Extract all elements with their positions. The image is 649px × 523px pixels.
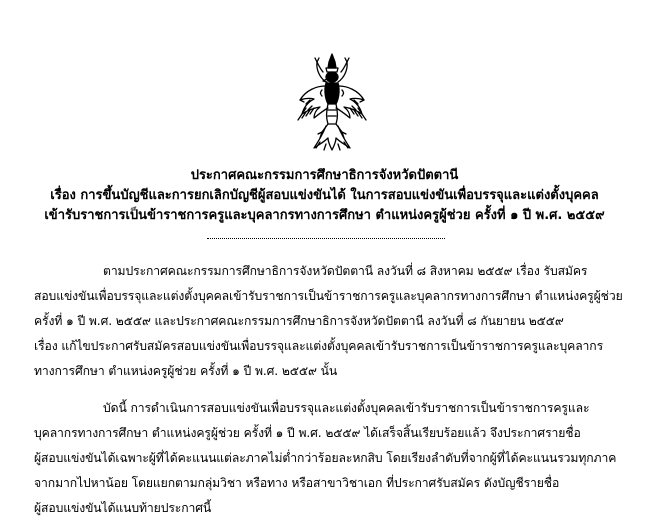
header-separator — [207, 238, 445, 239]
paragraph-1-line-5: ทางการศึกษา ตำแหน่งครูผู้ช่วย ครั้งที่ ๑ ปี พ.ศ. ๒๕๕๙ นั้น — [34, 364, 338, 378]
paragraph-2-line-4: จากมากไปหาน้อย โดยแยกตามกลุ่มวิชา หรือทาง หรือสาขาวิชาเอก ที่ประกาศรับสมัคร ดังบัญชีรายชื่อ — [34, 476, 560, 490]
paragraph-2-line-1: บัดนี้ การดำเนินการสอบแข่งขันเพื่อบรรจุและแต่งตั้งบุคคลเข้ารับราชการเป็นข้าราชการครูและ — [103, 401, 590, 415]
paragraph-1-line-4: เรื่อง แก้ไขประกาศรับสมัครสอบแข่งขันเพื่อบรรจุและแต่งตั้งบุคคลเข้ารับราชการเป็นข้าราชการครูและบุคลากร — [34, 339, 604, 353]
announcement-title: ประกาศคณะกรรมการศึกษาธิการจังหวัดปัตตานี — [190, 168, 459, 183]
paragraph-1-line-3: ครั้งที่ ๑ ปี พ.ศ. ๒๕๕๙ และประกาศคณะกรรมการศึกษาธิการจังหวัดปัตตานี ลงวันที่ ๘ กันยายน ๒๕๕๙ — [34, 314, 564, 328]
paragraph-1-line-1: ตามประกาศคณะกรรมการศึกษาธิการจังหวัดปัตตานี ลงวันที่ ๘ สิงหาคม ๒๕๕๙ เรื่อง รับสมัคร — [103, 264, 588, 278]
paragraph-1-line-2: สอบแข่งขันเพื่อบรรจุและแต่งตั้งบุคคลเข้ารับราชการเป็นข้าราชการครูและบุคลากรทางการศึกษา ตำแหน่งครูผู้ช่วย — [34, 289, 623, 303]
garuda-emblem-icon — [292, 52, 372, 152]
paragraph-2-line-5: ผู้สอบแข่งขันได้แนบท้ายประกาศนี้ — [34, 501, 212, 515]
announcement-subject-line-1: เรื่อง การขึ้นบัญชีและการยกเลิกบัญชีผู้สอบแข่งขันได้ ในการสอบแข่งขันเพื่อบรรจุและแต่งตั้งบุคคล — [50, 188, 599, 203]
paragraph-2-line-3: ผู้สอบแข่งขันได้เฉพาะผู้ที่ได้คะแนนแต่ละภาคไม่ต่ำกว่าร้อยละหกสิบ โดยเรียงลำดับที่จากผู้ที่ได้คะแนนรวมทุกภาค — [34, 451, 617, 465]
announcement-subject-line-2: เข้ารับราชการเป็นข้าราชการครูและบุคลากรทางการศึกษา ตำแหน่งครูผู้ช่วย ครั้งที่ ๑ ปี พ.ศ. ๒๕๕๙ — [44, 208, 605, 223]
paragraph-2-line-2: บุคลากรทางการศึกษา ตำแหน่งครูผู้ช่วย ครั้งที่ ๑ ปี พ.ศ. ๒๕๕๙ ได้เสร็จสิ้นเรียบร้อยแล้ว จึงประกาศรายชื่อ — [34, 426, 581, 440]
